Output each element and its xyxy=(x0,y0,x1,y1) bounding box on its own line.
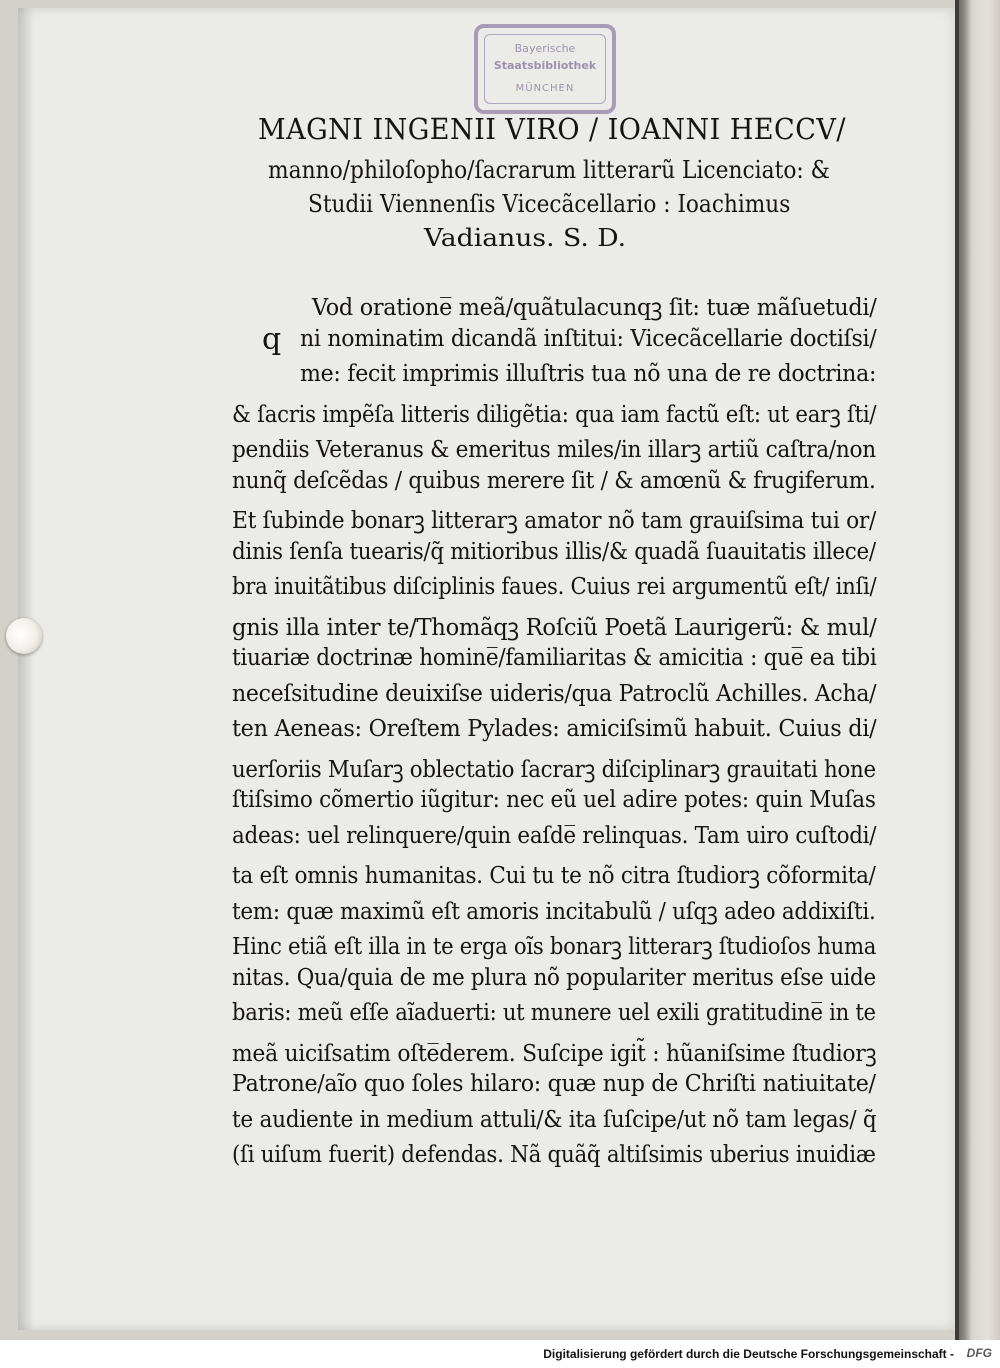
text-line: Et ſubinde bonarꝫ litterarꝫ amator nõ tam grauiſsima tui or/ xyxy=(232,508,877,534)
stamp-line-3: MÜNCHEN xyxy=(515,83,575,94)
text-line: Vod oratione̅ meã/quãtulacunqꝫ ſit: tuæ mãſuetudi/ xyxy=(312,295,877,321)
text-line: tem: quæ maximũ eſt amoris incitabulũ / uſqꝫ adeo addixiſti. xyxy=(232,898,876,925)
footer-bar xyxy=(0,1340,1000,1368)
dfg-logo: DFG xyxy=(966,1346,992,1360)
text-line: meã uiciſsatim oſte̅derem. Suſcipe igit̃ : hũaniſsime ſtudiorꝫ xyxy=(232,1040,877,1067)
stamp-line-1: Bayerische xyxy=(514,42,576,55)
text-line: adeas: uel relinquere/quin eaſde̅ relinquas. Tam uiro cuſtodi/ xyxy=(232,822,877,849)
funding-credit: Digitalisierung gefördert durch die Deutsche Forschungsgemeinschaft - xyxy=(543,1347,954,1361)
heading-line-2: manno/philoſopho/ſacrarum litterarũ Licenciato: & xyxy=(268,156,831,184)
text-line: (ſi uiſum fuerit) defendas. Nã quãq̃ altiſsimis uberius inuidiæ xyxy=(232,1142,876,1168)
text-line: nunq̃ deſcẽdas / quibus merere ſit / & amœnũ & frugiferum. xyxy=(232,467,876,494)
text-line: Patrone/aĩo quo ſoles hilaro: quæ nup de Chriſti natiuitate/ xyxy=(232,1071,876,1097)
text-line: uerſoriis Muſarꝫ oblectatio ſacrarꝫ diſciplinarꝫ grauitati hone xyxy=(232,756,876,783)
text-line: neceſsitudine deuixiſse uideris/qua Patroclũ Achilles. Acha/ xyxy=(232,680,877,707)
guide-letter: q xyxy=(262,322,282,357)
heading-line-4: Vadianus. S. D. xyxy=(424,224,627,252)
text-line: & ſacris impẽſa litteris diligẽtia: qua iam factũ eſt: ut earꝫ ſti/ xyxy=(232,401,877,428)
heading-line-1: MAGNI INGENII VIRO / IOANNI HECCV/ xyxy=(258,112,846,146)
page-edge xyxy=(958,0,1000,1340)
page-gutter-shadow xyxy=(18,8,34,1330)
text-line: tiuariæ doctrinæ homine̅/familiaritas & amicitia : que̅ ea tibi xyxy=(232,645,877,671)
text-line: baris: meũ eſſe aĩaduerti: ut munere uel exili gratitudine̅ in te xyxy=(232,1000,876,1026)
library-stamp xyxy=(474,24,616,114)
text-line: bra inuitãtibus diſciplinis faues. Cuius rei argumentũ eſt/ inſi/ xyxy=(232,574,877,600)
text-line: pendiis Veteranus & emeritus miles/in illarꝫ artiũ caſtra/non xyxy=(232,437,876,463)
text-line: ni nominatim dicandã inſtitui: Vicecãcellarie doctiſsi/ xyxy=(300,325,877,352)
text-line: dinis ſenſa tuearis/q̃ mitioribus illis/& quadã ſuauitatis illece/ xyxy=(232,538,876,565)
text-line: ta eſt omnis humanitas. Cui tu te nõ citra ſtudiorꝫ cõformita/ xyxy=(232,863,876,889)
text-line: ſtiſsimo cõmertio iũgitur: nec eũ uel adire potes: quin Muſas xyxy=(232,787,876,813)
stamp-line-2: Staatsbibliothek xyxy=(493,59,597,72)
binding-hole xyxy=(6,618,42,654)
text-line: me: fecit imprimis illuſtris tua nõ una de re doctrina: xyxy=(300,361,877,387)
text-line: Hinc etiã eſt illa in te erga oĩs bonarꝫ litterarꝫ ſtudioſos huma xyxy=(232,934,877,960)
text-line: gnis illa inter te/Thomãqꝫ Roſciũ Poetã Laurigerũ: & mul/ xyxy=(232,614,877,641)
text-line: nitas. Qua/quia de me plura nõ populariter meritus eſse uide xyxy=(232,964,876,991)
text-line: te audiente in medium attuli/& ita ſuſcipe/ut nõ tam legas/ q̃ xyxy=(232,1106,877,1133)
heading-line-3: Studii Viennenſis Vicecãcellario : Ioachimus xyxy=(308,190,791,218)
text-line: ten Aeneas: Oreſtem Pylades: amiciſsimũ habuit. Cuius di/ xyxy=(232,716,877,742)
